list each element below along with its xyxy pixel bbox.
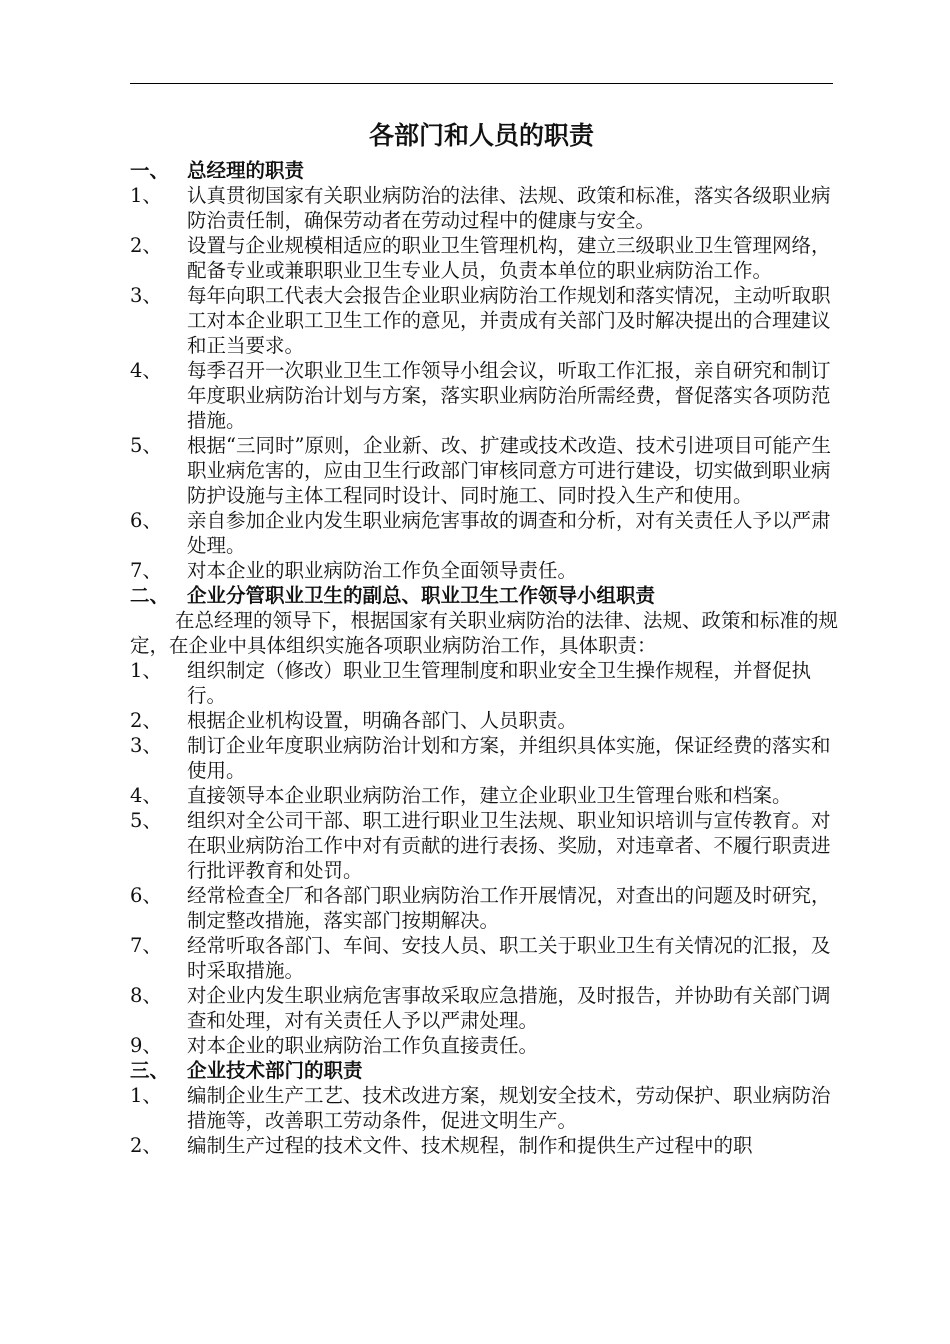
list-item bbox=[130, 358, 842, 433]
item-text: 组织对全公司干部、职工进行职业卫生法规、职业知识培训与宣传教育。对在职业病防治工作中对有贡献的进行表扬、奖励，对违章者、不履行职责进行批评教育和处罚。 bbox=[187, 809, 831, 882]
section-number: 二、 bbox=[130, 584, 170, 607]
section-number: 三、 bbox=[130, 1059, 170, 1082]
item-text: 经常听取各部门、车间、安技人员、职工关于职业卫生有关情况的汇报，及时采取措施。 bbox=[187, 934, 831, 982]
item-number: 8、 bbox=[130, 984, 162, 1007]
item-text: 直接领导本企业职业病防治工作，建立企业职业卫生管理台账和档案。 bbox=[187, 784, 792, 807]
item-number: 5、 bbox=[130, 809, 162, 832]
item-number: 2、 bbox=[130, 1134, 162, 1157]
item-number: 9、 bbox=[130, 1034, 162, 1057]
item-number: 7、 bbox=[130, 934, 162, 957]
item-text: 根据企业机构设置，明确各部门、人员职责。 bbox=[187, 709, 578, 732]
list-item bbox=[130, 233, 842, 283]
list-item bbox=[130, 783, 842, 808]
list-item bbox=[130, 183, 842, 233]
list-item bbox=[130, 883, 842, 933]
item-text: 认真贯彻国家有关职业病防治的法律、法规、政策和标准，落实各级职业病防治责任制，确保劳动者在劳动过程中的健康与安全。 bbox=[187, 184, 831, 232]
item-number: 4、 bbox=[130, 359, 162, 382]
item-number: 1、 bbox=[130, 184, 162, 207]
list-item bbox=[130, 1083, 842, 1133]
item-text: 经常检查全厂和各部门职业病防治工作开展情况，对查出的问题及时研究，制定整改措施，落实部门按期解决。 bbox=[187, 884, 831, 932]
item-text: 根据“三同时”原则，企业新、改、扩建或技术改造、技术引进项目可能产生职业病危害的，应由卫生行政部门审核同意方可进行建设，切实做到职业病防护设施与主体工程同时设计、同时施工、同时投入生产和使用。 bbox=[187, 434, 831, 507]
item-text: 每季召开一次职业卫生工作领导小组会议，听取工作汇报，亲自研究和制订年度职业病防治计划与方案，落实职业病防治所需经费，督促落实各项防范措施。 bbox=[187, 359, 831, 432]
list-item bbox=[130, 658, 842, 708]
list-item bbox=[130, 508, 842, 558]
item-number: 6、 bbox=[130, 884, 162, 907]
section-title: 企业分管职业卫生的副总、职业卫生工作领导小组职责 bbox=[187, 584, 656, 607]
list-item bbox=[130, 558, 842, 583]
item-text: 设置与企业规模相适应的职业卫生管理机构，建立三级职业卫生管理网络，配备专业或兼职职业卫生专业人员，负责本单位的职业病防治工作。 bbox=[187, 234, 831, 282]
list-item bbox=[130, 808, 842, 883]
list-item bbox=[130, 983, 842, 1033]
item-number: 4、 bbox=[130, 784, 162, 807]
item-number: 7、 bbox=[130, 559, 162, 582]
item-text: 对本企业的职业病防治工作负全面领导责任。 bbox=[187, 559, 578, 582]
list-item bbox=[130, 1133, 842, 1158]
section-heading bbox=[130, 158, 842, 183]
item-text: 亲自参加企业内发生职业病危害事故的调查和分析，对有关责任人予以严肃处理。 bbox=[187, 509, 831, 557]
item-number: 1、 bbox=[130, 1084, 162, 1107]
item-text: 组织制定（修改）职业卫生管理制度和职业安全卫生操作规程，并督促执行。 bbox=[187, 659, 812, 707]
document-title: 各部门和人员的职责 bbox=[368, 121, 594, 150]
item-text: 对企业内发生职业病危害事故采取应急措施，及时报告，并协助有关部门调查和处理，对有关责任人予以严肃处理。 bbox=[187, 984, 831, 1032]
section-heading bbox=[130, 583, 842, 608]
item-text: 编制生产过程的技术文件、技术规程，制作和提供生产过程中的职 bbox=[187, 1134, 753, 1157]
list-item bbox=[130, 1033, 842, 1058]
list-item bbox=[130, 733, 842, 783]
section-title: 企业技术部门的职责 bbox=[187, 1059, 363, 1082]
item-number: 6、 bbox=[130, 509, 162, 532]
section-title: 总经理的职责 bbox=[187, 159, 305, 182]
section-intro: 在总经理的领导下，根据国家有关职业病防治的法律、法规、政策和标准的规定，在企业中具体组织实施各项职业病防治工作，具体职责： bbox=[130, 609, 839, 657]
list-item bbox=[130, 283, 842, 358]
item-text: 制订企业年度职业病防治计划和方案，并组织具体实施，保证经费的落实和使用。 bbox=[187, 734, 831, 782]
item-number: 1、 bbox=[130, 659, 162, 682]
list-item bbox=[130, 433, 842, 508]
item-number: 5、 bbox=[130, 434, 162, 457]
item-text: 每年向职工代表大会报告企业职业病防治工作规划和落实情况，主动听取职工对本企业职工卫生工作的意见，并责成有关部门及时解决提出的合理建议和正当要求。 bbox=[187, 284, 831, 357]
section-number: 一、 bbox=[130, 159, 170, 182]
item-text: 对本企业的职业病防治工作负直接责任。 bbox=[187, 1034, 539, 1057]
item-number: 2、 bbox=[130, 709, 162, 732]
list-item bbox=[130, 933, 842, 983]
section-heading bbox=[130, 1058, 842, 1083]
document-body bbox=[130, 158, 842, 1158]
item-number: 3、 bbox=[130, 734, 162, 757]
header-rule bbox=[130, 83, 833, 84]
list-item bbox=[130, 708, 842, 733]
item-text: 编制企业生产工艺、技术改进方案，规划安全技术，劳动保护、职业病防治措施等，改善职工劳动条件，促进文明生产。 bbox=[187, 1084, 831, 1132]
item-number: 3、 bbox=[130, 284, 162, 307]
item-number: 2、 bbox=[130, 234, 162, 257]
